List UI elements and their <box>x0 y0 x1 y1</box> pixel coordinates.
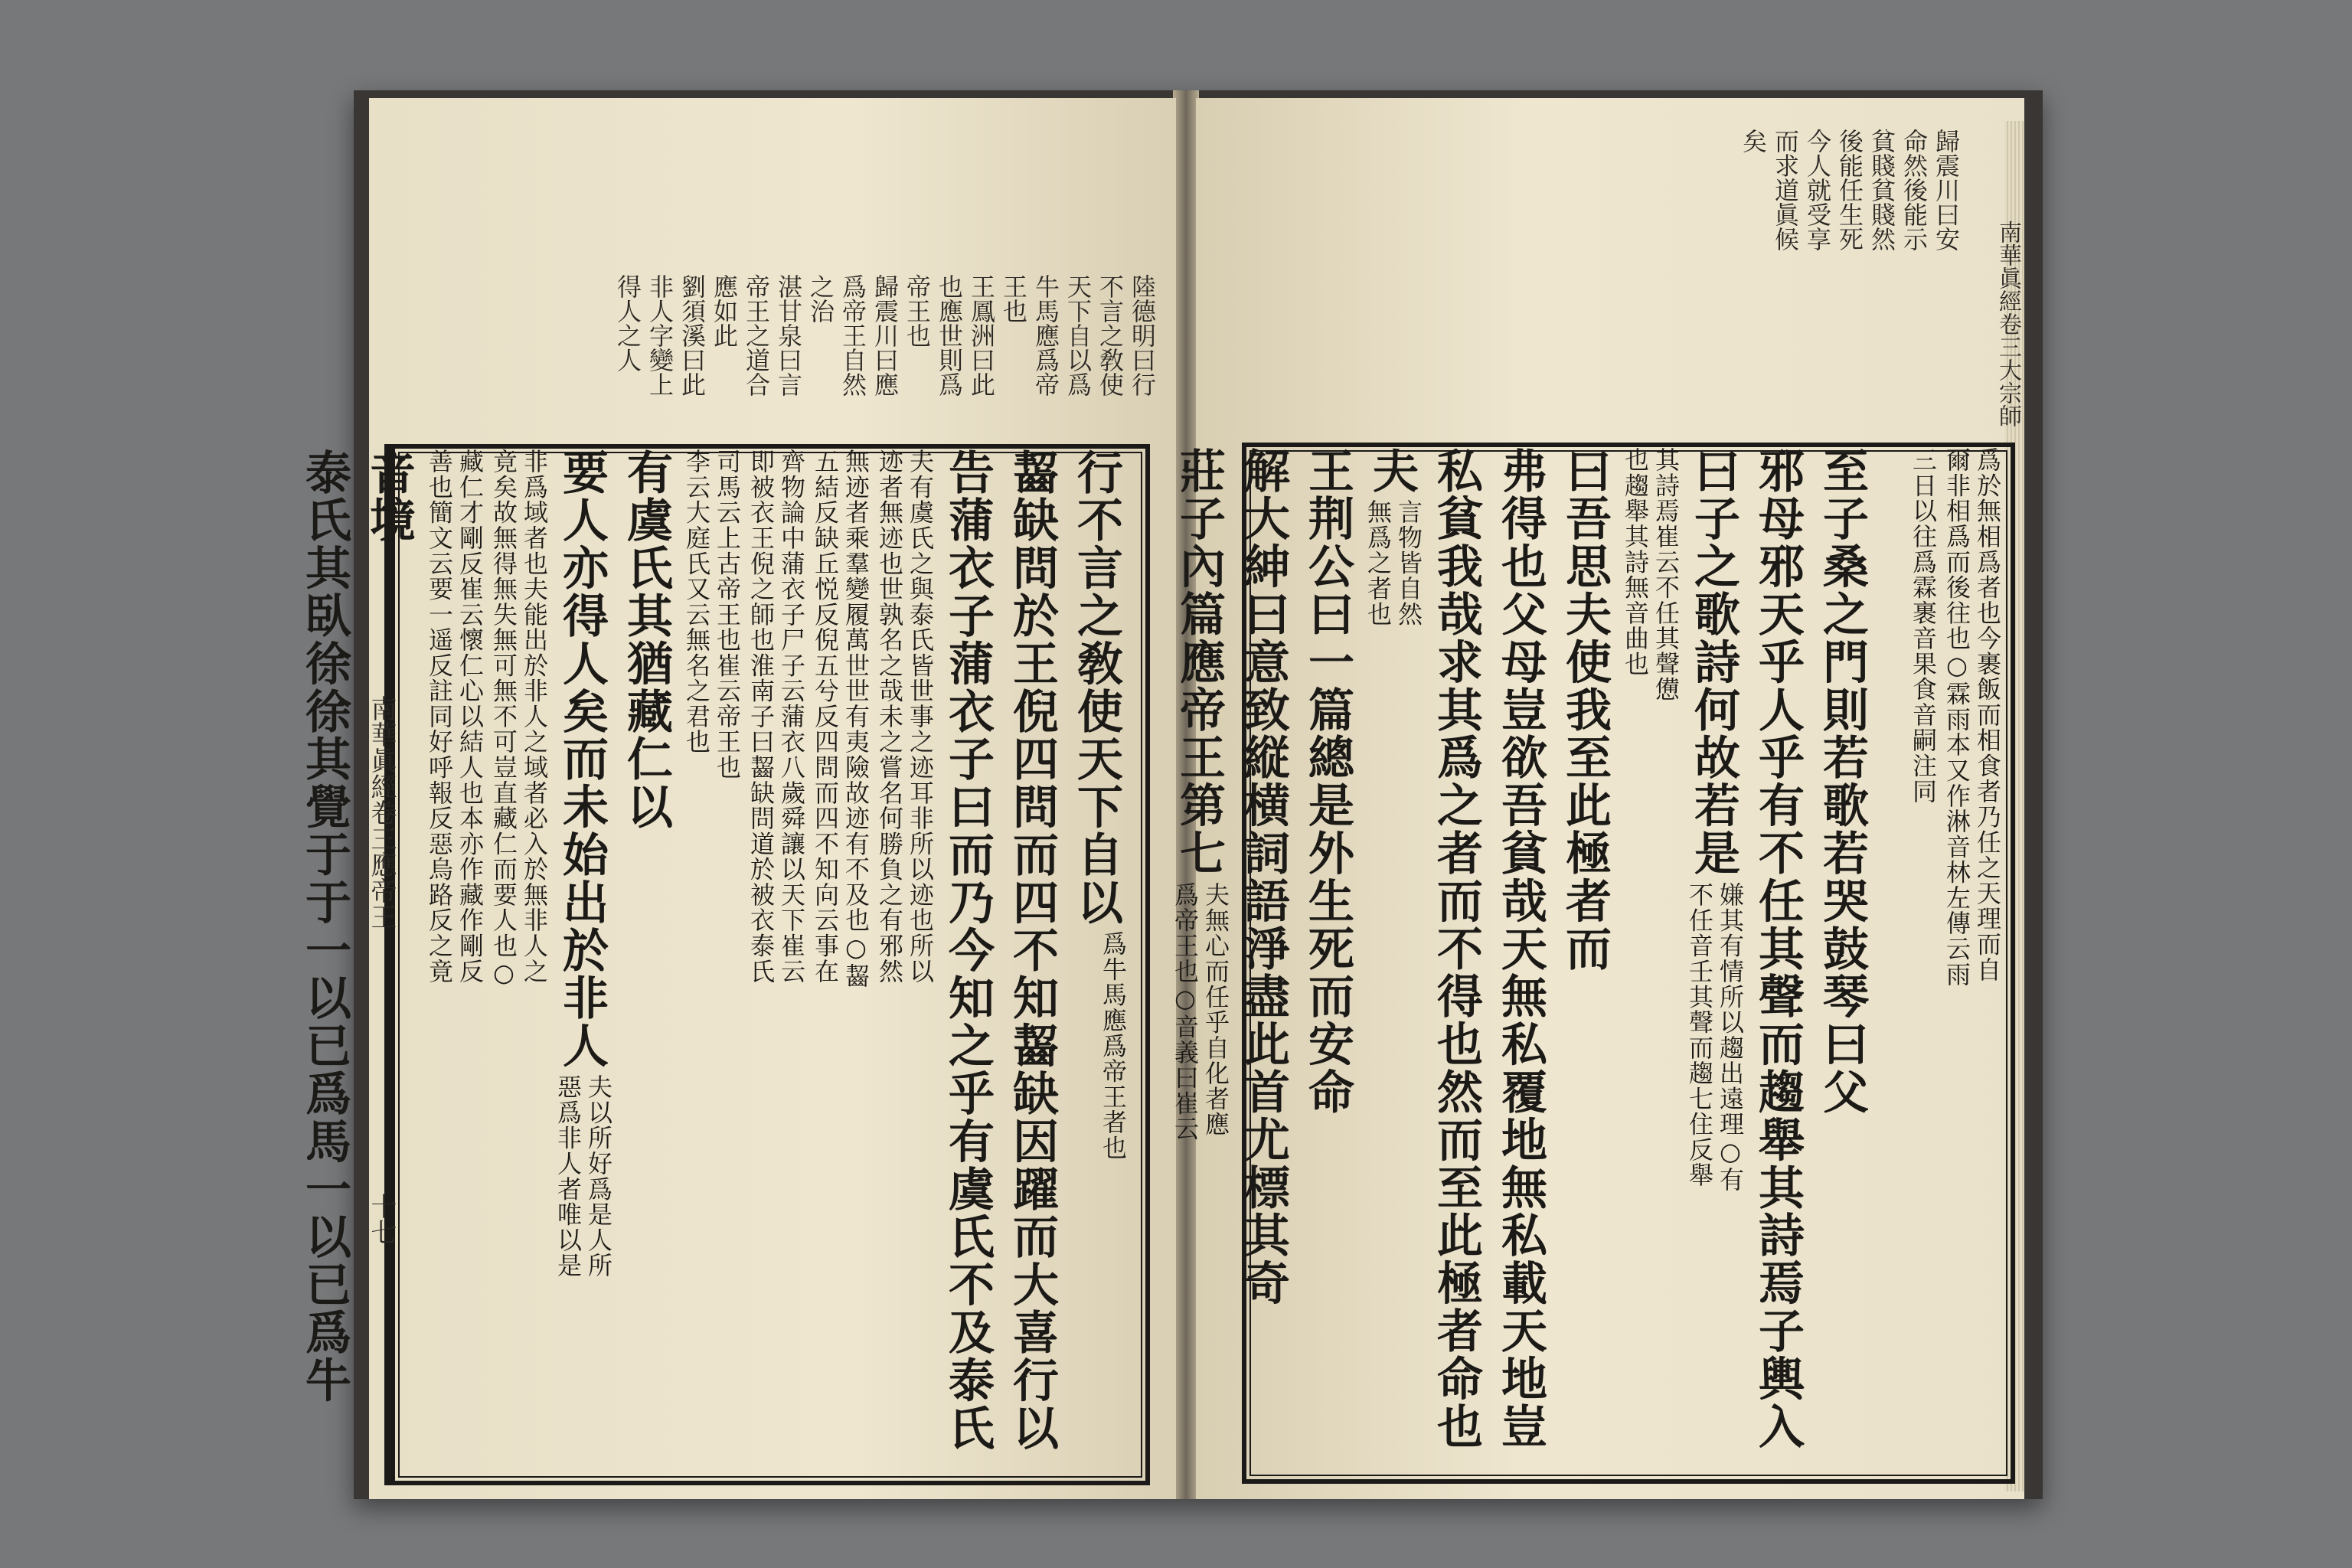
text-column <box>1488 447 1553 1479</box>
main-text: 有虞氏其猶藏仁以 <box>619 449 673 831</box>
top-annotation-line: 劉須溪曰此 <box>678 274 707 397</box>
commentary-text: 李云大庭氏又云無名之君也 <box>682 449 711 755</box>
top-annotation-line: 也應世則爲 <box>935 274 964 397</box>
commentary-text: 嫌其有情所以趨出遠理○有 <box>1716 881 1745 1192</box>
main-text: 王荆公曰一篇總是外生死而安命 <box>1301 447 1354 1116</box>
commentary-text: 不任音壬其聲而趨七住反舉 <box>1685 881 1714 1187</box>
top-annotation-line: 帝王也 <box>903 274 932 348</box>
main-text: 邪母邪天乎人乎有不任其聲而趨舉其詩焉子輿入 <box>1751 447 1805 1451</box>
text-column <box>1360 447 1424 1479</box>
right-text-columns <box>1167 447 2003 1479</box>
commentary-text: 三日以往爲霖裹音果食音嗣注同 <box>1909 447 1938 804</box>
commentary-pair <box>743 449 807 984</box>
text-column <box>678 449 743 1481</box>
commentary-pair <box>421 449 485 984</box>
commentary-text: 非爲域者也夫能出於非人之域者必入於無非人之 <box>520 449 549 984</box>
top-annotation-line: 爲帝王自然 <box>838 274 867 397</box>
text-column <box>1617 447 1681 1479</box>
main-text: 莊子內篇應帝王第七 <box>1172 447 1226 877</box>
top-annotation-line: 貧賤貧賤然 <box>1867 129 1896 251</box>
text-column <box>807 449 871 1481</box>
commentary-text: 藏仁才剛反崔云懷仁心以結人也本亦作藏作剛反 <box>456 449 485 984</box>
text-column <box>550 449 614 1481</box>
commentary-pair <box>807 449 871 988</box>
top-annotation-line: 非人字變上 <box>645 274 675 397</box>
commentary-pair <box>550 1074 614 1278</box>
commentary-pair <box>1360 499 1424 626</box>
main-text: 泰氏其臥徐徐其覺于于一以已爲馬一以已爲牛 <box>298 449 351 1404</box>
text-column <box>1064 449 1129 1481</box>
text-column <box>614 449 678 1481</box>
top-annotation-line: 陸德明曰行 <box>1128 274 1157 397</box>
text-column <box>1681 447 1746 1479</box>
commentary-text: 爲帝王也○音義曰崔云 <box>1171 881 1200 1142</box>
top-annotation-line: 帝王之道合 <box>742 274 771 397</box>
top-annotation-line: 命然後能示 <box>1900 129 1929 251</box>
commentary-pair <box>1681 882 1746 1192</box>
main-text: 行不言之敎使天下自以 <box>1070 449 1123 926</box>
commentary-text: 司馬云上古帝王也崔云帝王也 <box>713 449 742 780</box>
text-column <box>1810 447 1874 1479</box>
commentary-text: 五結反缺丘悦反倪五兮反四問而四不知向云事在 <box>811 449 840 984</box>
top-annotation-line: 歸震川曰安 <box>1932 129 1961 251</box>
open-book <box>298 90 2043 1499</box>
commentary-text: 惡爲非人者唯以是 <box>554 1074 583 1279</box>
left-text-columns <box>292 449 1129 1481</box>
main-text: 要人亦得人矣而未始出於非人 <box>555 449 609 1070</box>
commentary-text: 夫無心而任乎自化者應 <box>1201 881 1230 1137</box>
commentary-text: 即被衣王倪之師也淮南子曰齧缺問道於被衣泰氏 <box>746 449 776 984</box>
text-column <box>292 449 357 1481</box>
commentary-pair <box>678 449 743 780</box>
text-column <box>1295 447 1360 1479</box>
text-column <box>871 449 936 1481</box>
right-top-annotations <box>1709 129 1962 251</box>
top-annotation-line: 王也 <box>999 274 1028 323</box>
commentary-pair <box>1617 447 1681 702</box>
commentary-text: 齊物論中蒲衣子尸子云蒲衣八歲舜讓以天下崔云 <box>777 449 806 984</box>
main-text: 解大紳曰意致縦横詞語淨盡此首尤標其奇 <box>1236 447 1290 1308</box>
top-annotation-line: 應如此 <box>710 274 739 348</box>
commentary-text: 言物皆自然 <box>1394 499 1423 627</box>
top-annotation-line: 後能任生死 <box>1835 129 1864 251</box>
commentary-text: 迹者無迹也世孰名之哉未之嘗名何勝負之有邪然 <box>875 449 904 984</box>
commentary-text: 爾非相爲而後往也○霖雨本又作淋音林左傳云雨 <box>1942 447 1971 987</box>
main-text: 私貧我哉求其爲之者而不得也然而至此極者命也 <box>1429 447 1483 1451</box>
top-annotation-line: 得人之人 <box>613 274 642 372</box>
left-folio-number: 十七 <box>366 1193 397 1245</box>
commentary-pair <box>1939 447 2003 987</box>
commentary-text: 其詩焉崔云不任其聲憊 <box>1651 447 1681 702</box>
left-spine-title: 南華眞經卷三應帝王 <box>366 695 397 929</box>
main-text: 告蒲衣子蒲衣子曰而乃今知之乎有虞氏不及泰氏 <box>941 449 995 1452</box>
right-page <box>1171 98 2024 1499</box>
commentary-text: 夫有虞氏之與泰氏皆世事之迹耳非所以迹也所以 <box>906 449 935 984</box>
commentary-pair <box>1167 882 1231 1142</box>
main-text: 齧缺問於王倪四問而四不知齧缺因躍而大喜行以 <box>1005 449 1059 1452</box>
commentary-text: 爲於無相爲者也今裹飯而相食者乃任之天理而自 <box>1973 447 2002 982</box>
commentary-pair <box>485 449 550 988</box>
text-column <box>1746 447 1810 1479</box>
text-column <box>1874 447 1939 1479</box>
text-column <box>1231 447 1295 1479</box>
main-text: 弗得也父母豈欲吾貧哉天無私覆地無私載天地豈 <box>1494 447 1547 1451</box>
top-annotation-line: 不言之敎使 <box>1096 274 1125 397</box>
top-annotation-line: 歸震川曰應 <box>871 274 900 397</box>
top-annotation-line: 王鳳洲曰此 <box>967 274 996 397</box>
right-text-frame <box>1171 443 2015 1484</box>
text-column <box>936 449 1000 1481</box>
main-text: 曰吾思夫使我至此極者而 <box>1558 447 1612 973</box>
top-annotation-line: 矣 <box>1739 129 1768 153</box>
main-text: 夫 <box>1365 447 1419 495</box>
text-column <box>357 449 421 1481</box>
commentary-text: 爲牛馬應爲帝王者也 <box>1099 931 1128 1161</box>
main-text: 至子桑之門則若歌若哭鼓琴曰父 <box>1815 447 1869 1116</box>
text-column <box>1167 447 1231 1479</box>
commentary-text: 無爲之者也 <box>1364 499 1393 627</box>
text-column <box>485 449 550 1481</box>
top-annotation-line: 天下自以爲 <box>1063 274 1093 397</box>
text-column <box>1000 449 1064 1481</box>
main-text: 音境 <box>362 449 416 544</box>
text-column <box>1939 447 2003 1479</box>
commentary-text: 善也簡文云要一遥反註同好呼報反惡烏路反之竟 <box>425 449 454 984</box>
commentary-text: 無迹者乘羣變履萬世世有夷險故迹有不及也○齧 <box>841 449 871 988</box>
top-annotation-line: 今人就受享 <box>1803 129 1832 251</box>
text-column <box>421 449 485 1481</box>
left-top-annotations <box>392 274 1158 397</box>
right-spine-title: 南華眞經卷三大宗師 <box>1994 220 2021 427</box>
text-column <box>743 449 807 1481</box>
top-annotation-line: 湛甘泉曰言 <box>774 274 803 397</box>
commentary-text: 竟矣故無得無失無可無不可豈直藏仁而要人也○ <box>489 449 518 988</box>
top-annotation-line: 而求道眞候 <box>1771 129 1800 251</box>
left-page <box>298 98 1176 1499</box>
commentary-text: 夫以所好爲是人所 <box>584 1074 613 1279</box>
text-column <box>1553 447 1617 1479</box>
commentary-pair <box>1064 931 1129 1161</box>
top-annotation-line: 牛馬應爲帝 <box>1031 274 1060 397</box>
text-column <box>1424 447 1488 1479</box>
commentary-pair <box>871 449 936 984</box>
commentary-pair <box>1874 447 1939 804</box>
commentary-text: 也趨舉其詩無音曲也 <box>1621 447 1650 677</box>
main-text: 曰子之歌詩何故若是 <box>1687 447 1740 877</box>
top-annotation-line: 之治 <box>806 274 835 323</box>
